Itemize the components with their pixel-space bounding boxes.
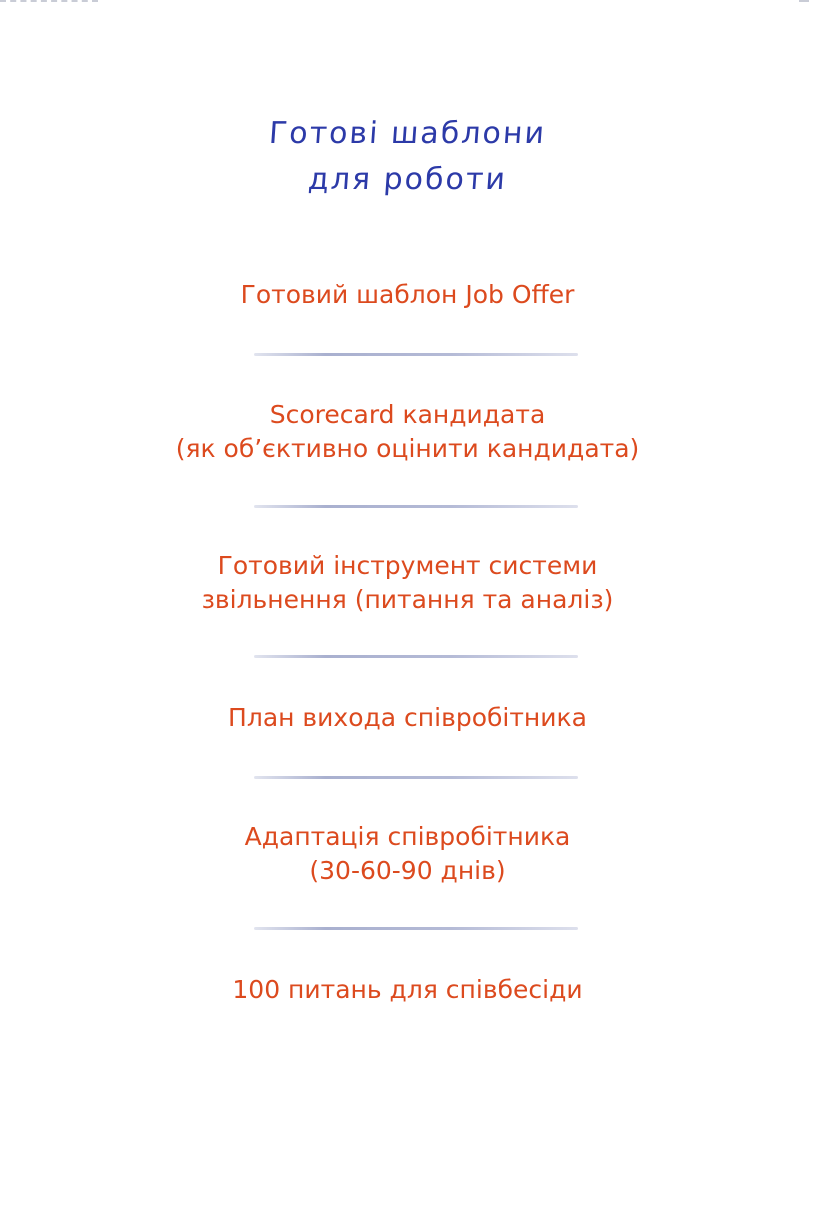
divider	[254, 353, 578, 356]
template-item-label: Готовий інструмент системи	[217, 551, 598, 580]
divider	[254, 927, 578, 930]
template-item-label: План вихода співробітника	[228, 703, 587, 732]
template-item-label: (30-60-90 днів)	[309, 856, 506, 885]
template-item-dismissal-tool	[0, 549, 815, 617]
template-item-label: Scorecard кандидата	[269, 400, 546, 429]
divider	[254, 655, 578, 658]
page-title-line-2: для роботи	[306, 162, 509, 197]
template-item-label: Готовий шаблон Job Offer	[240, 280, 575, 309]
page-title-line-1: Готові шаблони	[267, 116, 548, 151]
template-item-label: звільнення (питання та аналіз)	[201, 585, 614, 614]
template-item-adaptation	[0, 820, 815, 888]
template-item-exit-plan	[0, 701, 815, 735]
template-item-job-offer	[0, 278, 815, 312]
divider	[254, 505, 578, 508]
top-border-dash-left	[0, 0, 98, 4]
divider	[254, 776, 578, 779]
top-border-dash-right	[799, 0, 809, 4]
template-item-label: (як об’єктивно оцінити кандидата)	[175, 434, 640, 463]
template-item-interview-questions	[0, 973, 815, 1007]
template-item-label: Адаптація співробітника	[244, 822, 571, 851]
template-item-label: 100 питань для співбесіди	[232, 975, 583, 1004]
template-item-scorecard	[0, 398, 815, 466]
